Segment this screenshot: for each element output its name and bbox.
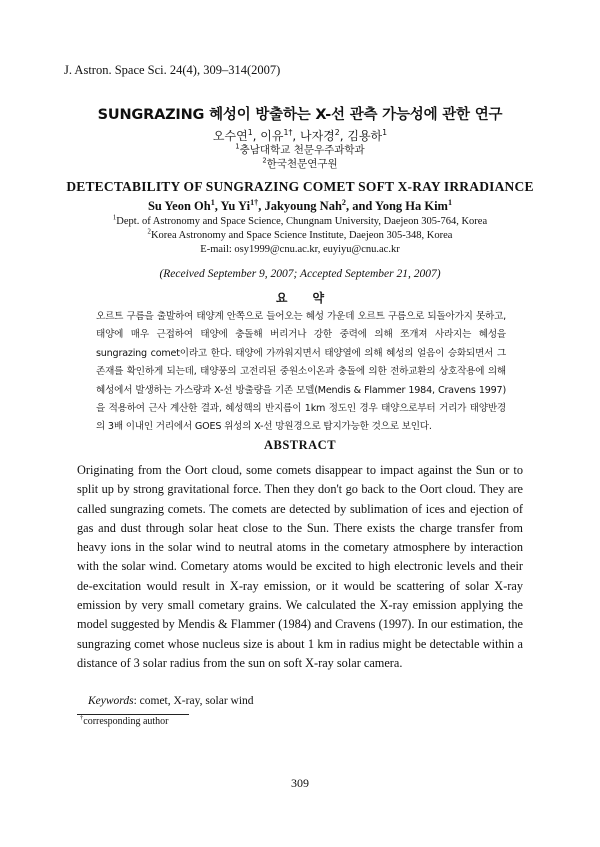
korean-author-names: , 나자경 [292,129,335,143]
affiliation-2 [0,230,600,241]
korean-author-sup: 1 [247,128,253,137]
author-name: Su Yeon Oh [147,199,211,213]
korean-affiliation-1 [0,142,600,157]
received-dates: (Received September 9, 2007; Accepted September 21, 2007) [159,268,441,280]
keywords-line [88,695,254,707]
email-line: E-mail: osy1999@cnu.ac.kr, euyiyu@cnu.ac.kr [200,244,400,255]
author-name: , and Yong Ha Kim [345,199,448,213]
korean-author-names: , 김용하 [339,129,383,143]
affiliation-sup: 1 [112,214,117,222]
korean-author-names: 오수연 [212,129,248,143]
affiliation-text: 충남대학교 천문우주과학과 [239,144,365,156]
affiliation-text: 한국천문연구원 [266,158,338,170]
footnote-divider [77,714,189,715]
korean-author-sup: 1 [382,128,388,137]
english-authors [0,199,600,214]
affiliation-sup: 2 [262,156,267,165]
keywords-text: : comet, X-ray, solar wind [133,695,254,707]
korean-title: SUNGRAZING 혜성이 방출하는 X-선 관측 가능성에 관한 연구 [97,107,503,123]
korean-author-names: , 이유 [252,129,284,143]
affiliation-1 [0,216,600,227]
footnote [80,716,169,727]
keywords-label: Keywords [88,695,134,707]
affiliation-sup: 2 [147,228,151,236]
affiliation-text: Korea Astronomy and Space Science Institute, Daejeon 305-348, Korea [150,230,453,241]
author-name: , Yu Yi [214,199,251,213]
affiliation-text: Dept. of Astronomy and Space Science, Chungnam University, Daejeon 305-764, Korea [116,216,488,227]
korean-abstract-heading: 요 약 [275,291,325,305]
abstract-heading: ABSTRACT [263,438,337,452]
english-title: DETECTABILITY OF SUNGRAZING COMET SOFT X-RAY IRRADIANCE [66,179,534,194]
author-sup: 1† [250,197,259,207]
affiliation-sup: 1 [235,142,240,151]
page-number: 309 [291,776,309,790]
journal-citation: J. Astron. Space Sci. 24(4), 309–314(2007) [64,63,281,77]
korean-author-sup: 1† [283,128,293,137]
author-name: , Jakyoung Nah [258,199,342,213]
author-sup: 1 [447,197,453,207]
abstract-body: Originating from the Oort cloud, some comets disappear to impact against the Sun or to split up by strong gravitational force. Then they don't go back to the Oort cloud. They are called sungrazing comets. The comets are detected by sublimation of ices and ejection of gas and dust through solar heat close to the Sun. There exists the charge transfer from heavy ions in the solar wind to neutral atoms in the cometary atmosphere by interaction with the solar wind. Cometary atoms would be excited to high electronic levels and their de-excitation would result in X-ray emission, or it would be scattering of solar X-ray emission by very small cometary grains. We calculated the X-ray emission applying the model suggested by Mendis & Flammer (1984) and Cravens (1997). In our estimation, the sungrazing comet whose nucleus size is about 1 km in radius might be detectable within a distance of 3 solar radius from the sun on soft X-ray solar camera. [77,463,523,670]
korean-author-sup: 2 [334,128,340,137]
footnote-sup: † [80,714,84,722]
korean-affiliation-2 [0,156,600,171]
author-sup: 1 [210,197,215,207]
author-sup: 2 [341,197,346,207]
korean-abstract-body: 오르트 구름을 출발하여 태양계 안쪽으로 들어오는 혜성 가운데 오르트 구름으로 되돌아가지 못하고, 태양에 매우 근접하여 태양에 충돌해 버리거나 강한 중력에 의해 쪼개져 사라지는 혜성을 sungrazing comet이라고 한다. 태양에 가까워지면서 태양열에 의해 혜성의 얼음이 승화되면서 그 존재를 확인하게 되는데, 태양풍의 고전리된 중원소이온과 충돌에 의한 전하교환의 상호작용에 의해 혜성에서 발생하는 가스량과 X-선 방출량을 기존 모델(Mendis & Flammer 1984, Cravens 1997)을 적용하여 근사 계산한 결과, 혜성핵의 반지름이 1km 정도인 경우 태양으로부터 거리가 태양반경의 3배 이내인 거리에서 GOES 위성의 X-선 망원경으로 탐지가능한 것으로 보인다. [96,311,506,433]
footnote-text: corresponding author [83,716,169,727]
